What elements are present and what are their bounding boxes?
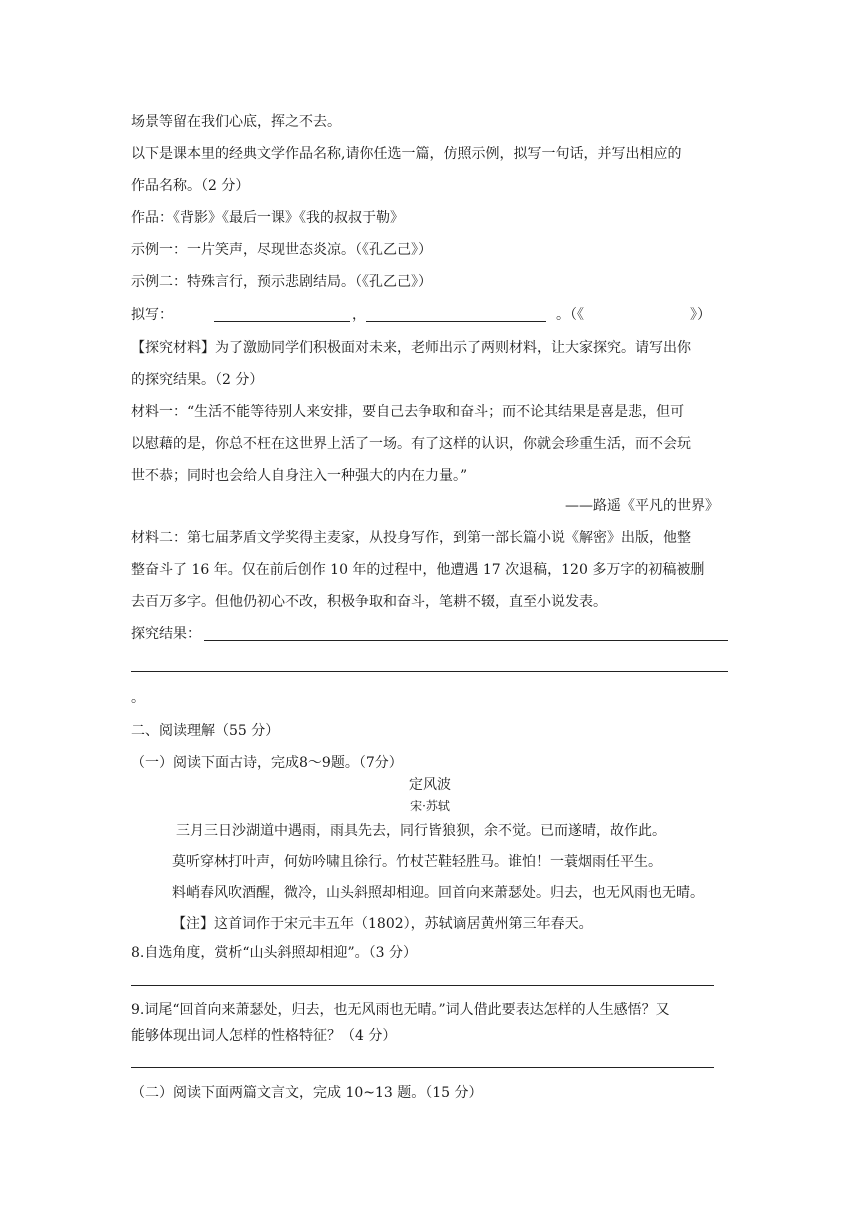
subsection-heading: （一）阅读下面古诗，完成8～9题。（7分）	[131, 755, 403, 771]
line: 以下是课本里的经典文学作品名称,请你任选一篇，仿照示例，拟写一句话，并写出相应的	[131, 146, 682, 162]
poem-line: 莫听穿林打叶声，何妨吟啸且徐行。竹杖芒鞋轻胜马。谁怕！一蓑烟雨任平生。	[172, 854, 662, 870]
poem-title: 定风波	[409, 777, 451, 793]
line: 示例二：特殊言行，预示悲剧结局。（《孔乙己》）	[131, 274, 432, 290]
poem-line: 料峭春风吹酒醒，微冷，山头斜照却相迎。回首向来萧瑟处。归去，也无风雨也无晴。	[172, 885, 704, 901]
result-blank-2[interactable]	[131, 671, 728, 672]
poem-preface: 三月三日沙湖道中遇雨，雨具先去，同行皆狼狈，余不觉。已而遂晴，故作此。	[176, 823, 666, 839]
poem-author: 宋·苏轼	[410, 799, 450, 813]
fill-close: 》）	[690, 307, 711, 323]
line: 场景等留在我们心底，挥之不去。	[131, 114, 341, 130]
line: 去百万多字。但他仍初心不改，积极争取和奋斗，笔耕不辍，直至小说发表。	[131, 594, 607, 610]
line: 世不恭；同时也会给人自身注入一种强大的内在力量。”	[131, 468, 468, 484]
fill-label: 拟写：	[131, 307, 173, 323]
line: 材料二：第七届茅盾文学奖得主麦家，从投身写作，到第一部长篇小说《解密》出版，他整	[131, 530, 691, 546]
answer-line-8[interactable]	[131, 985, 714, 986]
answer-blank-2[interactable]	[366, 321, 546, 322]
answer-blank-1[interactable]	[214, 321, 350, 322]
line: 作品名称。（2 分）	[131, 178, 250, 194]
line: 示例一：一片笑声，尽现世态炎凉。（《孔乙己》）	[131, 242, 432, 258]
subsection-heading: （二）阅读下面两篇文言文，完成 10~13 题。（15 分）	[131, 1085, 483, 1101]
result-blank-1[interactable]	[204, 640, 728, 641]
fill-period: 。（《	[556, 307, 584, 323]
line: 材料一：“生活不能等待别人来安排，要自己去争取和奋斗；而不论其结果是喜是悲，但可	[131, 404, 685, 420]
section-heading: 二、阅读理解（55 分）	[131, 723, 280, 739]
line: 整奋斗了 16 年。仅在前后创作 10 年的过程中，他遭遇 17 次退稿，120 多万字的初稿被删	[131, 562, 705, 578]
poem-note: 【注】这首词作于宋元丰五年（1802），苏轼谪居黄州第三年春天。	[172, 916, 593, 932]
line: 。	[131, 690, 145, 706]
question-9-cont: 能够体现出词人怎样的性格特征？（4 分）	[131, 1028, 397, 1044]
line: 【探究材料】为了激励同学们积极面对未来，老师出示了两则材料，让大家探究。请写出你	[131, 340, 691, 356]
line: 作品：《背影》《最后一课》《我的叔叔于勒》	[131, 210, 404, 226]
line: 的探究结果。（2 分）	[131, 372, 264, 388]
result-label: 探究结果：	[131, 626, 201, 642]
line: 以慰藉的是，你总不枉在这世界上活了一场。有了这样的认识，你就会珍重生活，而不会玩	[131, 436, 691, 452]
answer-line-9[interactable]	[131, 1067, 714, 1068]
attribution: ——路遥《平凡的世界》	[565, 498, 719, 514]
question-8: 8.自选角度，赏析“山头斜照却相迎”。（3 分）	[131, 945, 418, 961]
fill-comma: ，	[352, 307, 366, 323]
question-9: 9.词尾“回首向来萧瑟处，归去，也无风雨也无晴。”词人借此要表达怎样的人生感悟？又	[131, 1002, 670, 1018]
